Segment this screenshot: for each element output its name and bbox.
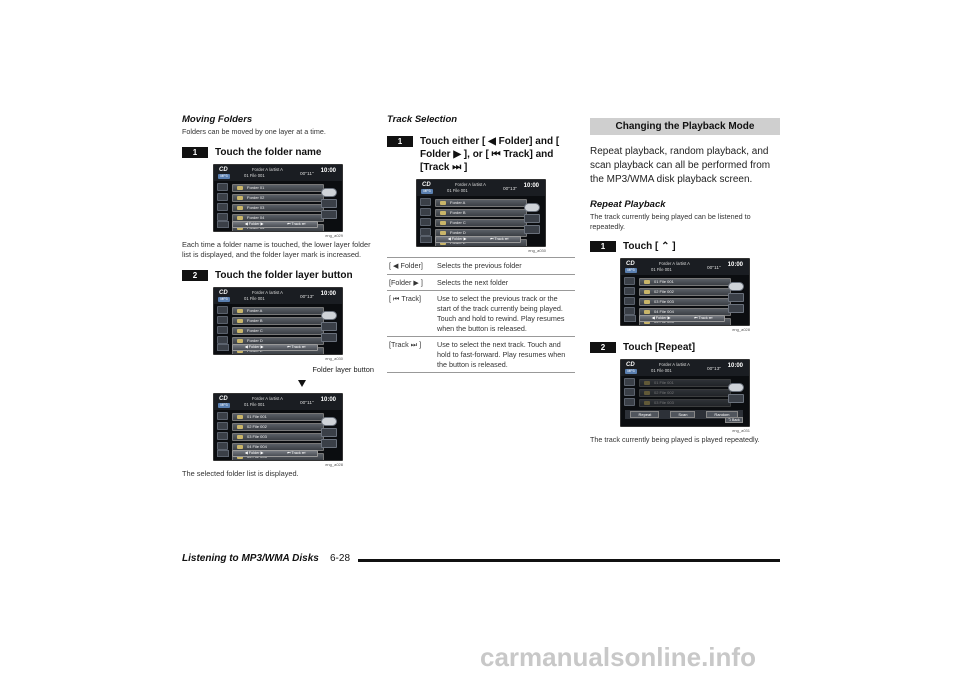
page-footer (182, 553, 780, 567)
list-item: Forder 01 (232, 184, 324, 192)
paragraph: The track currently being played is played repeatedly. (590, 435, 760, 445)
image-ref: eng_a030 (528, 248, 546, 253)
step-text: Touch the folder layer button (215, 270, 353, 282)
list-item: 04 File 004 (639, 308, 731, 316)
folder-layer-icon (728, 282, 744, 291)
step-number: 1 (182, 147, 208, 158)
folder-icon (321, 439, 337, 448)
button-icon (624, 398, 635, 406)
folder-layer-icon (321, 311, 337, 320)
folder-icon (321, 428, 337, 437)
button-icon (624, 277, 635, 285)
cd-icon: CD (626, 261, 635, 268)
page-number: 6-28 (330, 553, 351, 564)
screenshot-folder-list: CD MP3 Forder A /artist A 01 File 001 00"11" 10:00 Forder 01 Forder 02 Forder 03 Forder 04 ◀ Folder ▶ ⏮ Track ⏭ (213, 164, 343, 232)
paragraph: The selected folder list is displayed. (182, 469, 299, 479)
up-arrow-icon (217, 221, 229, 228)
list-item: 03 File 003 (639, 399, 731, 407)
section-title: Track Selection (387, 114, 458, 125)
footer-rule (358, 559, 780, 562)
image-ref: eng_a028 (732, 327, 750, 333)
table-row (387, 337, 575, 373)
table-key: [ ◀ Folder] (387, 258, 435, 275)
step-2 (182, 269, 374, 282)
table-row (387, 274, 575, 291)
up-arrow-icon (217, 344, 229, 351)
table-key: [ ⏮ Track] (387, 291, 435, 337)
list-item: 02 File 002 (639, 288, 731, 296)
section-heading-box: Changing the Playback Mode (590, 118, 780, 135)
list-item: 03 File 003 (639, 298, 731, 306)
folder-icon (728, 394, 744, 403)
column-track-selection (387, 114, 575, 373)
mode-icon: MP3 (218, 174, 230, 179)
random-option: Random (706, 411, 737, 418)
button-icon (624, 388, 635, 396)
scan-option: Scan (670, 411, 695, 418)
table-key: [Track ⏭ ] (387, 337, 435, 373)
step-text: Touch [Repeat] (623, 342, 696, 354)
list-item: 01 File 001 (639, 278, 731, 286)
button-icon (217, 316, 228, 324)
step-2 (590, 341, 780, 354)
list-item: Forder 03 (232, 204, 324, 212)
screenshot-file-list: CD MP3 Forder A /artist A 01 File 001 00"11" 10:00 01 File 001 02 File 002 03 File 003 04 File 004 ◀ Folder ▶ ⏮ Track ⏭ (213, 393, 343, 461)
screenshot-track-selection: CD MP3 Forder A /artist A 01 File 001 00"13" 10:00 Forder A Forder B Forder C Forder D ◀ Folder ▶ ⏮ Track ⏭ (416, 179, 546, 247)
list-item: 04 File 004 (232, 443, 324, 451)
step-text: Touch [ ⌃ ] (623, 241, 676, 253)
column-moving-folders (182, 114, 374, 479)
button-icon (624, 297, 635, 305)
button-icon (624, 307, 635, 315)
screenshot-repeat-options: CD MP3 Forder A /artist A 01 File 001 00"13" 10:00 01 File 001 02 File 002 03 File 003 Repeat Scan Random ⮌ Back (620, 359, 750, 427)
button-icon (217, 412, 228, 420)
list-item: 03 File 003 (232, 433, 324, 441)
column-playback-mode (590, 114, 780, 445)
button-icon (217, 193, 228, 201)
button-icon (217, 442, 228, 450)
step-text: Touch the folder name (215, 146, 322, 158)
folder-icon (321, 199, 337, 208)
footer-title: Listening to MP3/WMA Disks (182, 553, 319, 564)
back-option: ⮌ Back (725, 417, 743, 423)
folder-icon (321, 210, 337, 219)
image-ref: eng_a030 (325, 356, 343, 362)
folder-icon (321, 322, 337, 331)
button-icon (420, 198, 431, 206)
button-icon (420, 228, 431, 236)
step-number: 1 (590, 241, 616, 252)
step-1 (387, 135, 575, 174)
step-1 (182, 146, 374, 159)
mode-icon: MP3 (218, 297, 230, 302)
button-definition-table (387, 257, 575, 373)
list-item: Forder C (232, 327, 324, 335)
list-item: 02 File 002 (639, 389, 731, 397)
step-number: 2 (182, 270, 208, 281)
table-desc: Selects the next folder (435, 274, 575, 291)
button-icon (217, 432, 228, 440)
lead-paragraph: Repeat playback, random playback, and scan playback can all be performed from the MP3/WMA disk playback screen. (590, 146, 771, 185)
folder-icon (728, 293, 744, 302)
button-icon (217, 306, 228, 314)
list-item: 02 File 002 (232, 423, 324, 431)
screenshot-playback: CD MP3 Forder A /artist A 01 File 001 00"11" 10:00 01 File 001 02 File 002 03 File 003 04 File 004 ◀ Folder ▶ ⏮ Track ⏭ (620, 258, 750, 326)
list-item: Forder D (232, 337, 324, 345)
folder-icon (524, 214, 540, 223)
screenshot-folder-layer: CD MP3 Forder A /artist A 01 File 001 00"13" 10:00 Forder A Forder B Forder C Forder D ◀ Folder ▶ ⏮ Track ⏭ (213, 287, 343, 355)
button-icon (624, 378, 635, 386)
step-number: 2 (590, 342, 616, 353)
step-number: 1 (387, 136, 413, 147)
watermark: carmanualsonline.info (480, 642, 756, 672)
mode-icon: MP3 (218, 403, 230, 408)
mode-icon: MP3 (625, 268, 637, 273)
intro-text: The track currently being played can be listened to repeatedly. (590, 212, 751, 231)
cd-icon: CD (422, 182, 431, 188)
list-item: Forder B (435, 209, 527, 217)
button-icon (217, 213, 228, 221)
folder-icon (321, 333, 337, 342)
table-row (387, 258, 575, 275)
up-arrow-icon (420, 236, 432, 243)
step-text: Touch either [ ◀ Folder] and [ Folder ▶ ], or [ ⏮ Track] and [Track ⏭ ] (420, 136, 560, 173)
step-1 (590, 240, 780, 253)
button-icon (420, 208, 431, 216)
repeat-option: Repeat (630, 411, 659, 418)
button-icon (217, 183, 228, 191)
button-icon (217, 336, 228, 344)
list-item: Forder B (232, 317, 324, 325)
button-icon (217, 203, 228, 211)
table-key: [Folder ▶ ] (387, 274, 435, 291)
list-item: Forder 04 (232, 214, 324, 222)
cd-icon: CD (626, 362, 635, 369)
subsection-title: Repeat Playback (590, 199, 666, 210)
list-item: Forder A (232, 307, 324, 315)
intro-text: Folders can be moved by one layer at a time. (182, 127, 326, 136)
arrow-down-icon (298, 380, 306, 387)
button-icon (624, 287, 635, 295)
folder-icon (524, 225, 540, 234)
folder-layer-icon (728, 383, 744, 392)
button-icon (420, 218, 431, 226)
table-desc: Use to select the next track. Touch and hold to fast-forward. Play resumes when the button is released. (435, 337, 575, 373)
image-ref: eng_a031 (732, 428, 750, 434)
cd-icon: CD (219, 166, 228, 173)
section-title: Moving Folders (182, 114, 253, 125)
folder-layer-icon (321, 417, 337, 426)
table-desc: Use to select the previous track or the start of the track currently being played. Touch and hold to rewind. Play resumes when the button is released. (435, 291, 575, 337)
image-ref: eng_a029 (325, 232, 343, 238)
up-arrow-icon (217, 450, 229, 457)
button-icon (217, 422, 228, 430)
up-arrow-icon (624, 315, 636, 322)
list-item: Forder D (435, 229, 527, 237)
cd-icon: CD (219, 290, 228, 297)
table-row (387, 291, 575, 337)
mode-icon: MP3 (625, 369, 637, 374)
list-item: Forder C (435, 219, 527, 227)
folder-layer-icon (321, 188, 337, 197)
table-desc: Selects the previous folder (435, 258, 575, 275)
callout-label: Folder layer button (312, 365, 374, 375)
list-item: Forder A (435, 199, 527, 207)
folder-layer-icon (524, 203, 540, 212)
cd-icon: CD (219, 396, 228, 403)
list-item: 01 File 001 (639, 379, 731, 387)
list-item: Forder 02 (232, 194, 324, 202)
list-item: 01 File 001 (232, 413, 324, 421)
mode-icon: MP3 (421, 189, 433, 194)
image-ref: eng_a028 (325, 462, 343, 468)
folder-icon (728, 304, 744, 313)
button-icon (217, 326, 228, 334)
paragraph: Each time a folder name is touched, the lower layer folder list is displayed, and the folder layer mark is increased. (182, 239, 371, 259)
